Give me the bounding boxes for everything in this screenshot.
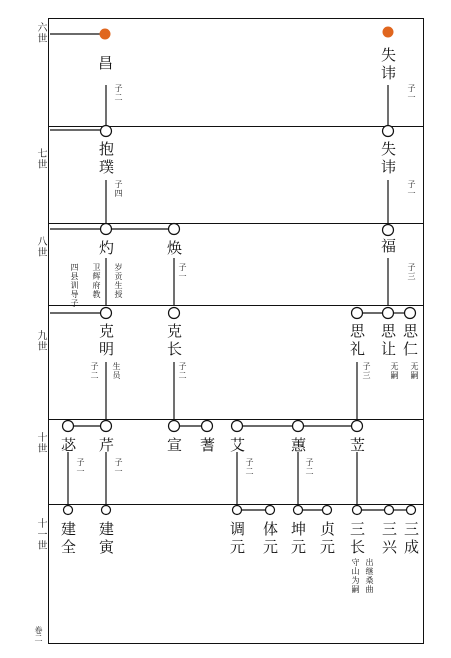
gen-label-9: 九世 <box>35 330 46 352</box>
note-shiwei-7: 子一 <box>407 180 416 198</box>
note-chang: 子二 <box>114 84 123 102</box>
note-zhuo-3: 岁贡生授 <box>114 263 123 299</box>
note-shiwei-6: 子一 <box>407 84 416 102</box>
note-sanchang-1: 守山为嗣 <box>351 558 360 594</box>
person-jianyin: 建寅 <box>97 521 115 557</box>
note-fu: 子三 <box>407 263 416 281</box>
person-bi: 苾 <box>59 437 77 455</box>
note-ai: 子二 <box>245 458 254 476</box>
note-baopu: 子四 <box>114 180 123 198</box>
person-sancheng: 三成 <box>402 521 420 557</box>
person-sanchang: 三长 <box>348 521 366 557</box>
note-zhuo-1: 四县训导子 <box>70 263 79 308</box>
person-tiyuan: 体元 <box>261 521 279 557</box>
person-chang: 昌 <box>96 55 114 73</box>
person-huan: 焕 <box>165 240 183 258</box>
note-bi: 子一 <box>76 458 85 476</box>
note-hui: 子二 <box>305 458 314 476</box>
person-xuan: 宣 <box>165 437 183 455</box>
person-kechang: 克长 <box>165 323 183 359</box>
person-tiaoyuan: 调元 <box>228 521 246 557</box>
note-sili: 子三 <box>362 362 371 380</box>
person-sili: 思礼 <box>348 323 366 359</box>
gen-label-11: 十一世 <box>35 518 46 551</box>
person-qin: 芹 <box>97 437 115 455</box>
person-sirang: 思让 <box>379 323 397 359</box>
gen-label-10: 十世 <box>35 432 46 454</box>
person-kunyuan: 坤元 <box>289 521 307 557</box>
person-jianquan: 建全 <box>59 521 77 557</box>
person-siren: 思仁 <box>401 323 419 359</box>
gen-label-6: 六世 <box>35 22 46 44</box>
note-zhuo-2: 卫辉府教 <box>92 263 101 299</box>
gen-label-7: 七世 <box>35 148 46 170</box>
volume-label: 卷二 <box>34 626 43 642</box>
person-ai: 艾 <box>228 437 246 455</box>
person-li: 苙 <box>348 437 366 455</box>
person-zhuo: 灼 <box>97 240 115 258</box>
note-keming: 子二 <box>90 362 99 380</box>
person-shi: 蓍 <box>198 437 216 455</box>
person-hui: 蕙 <box>289 437 307 455</box>
note-huan: 子一 <box>178 263 187 281</box>
person-baopu: 抱璞 <box>97 141 115 177</box>
note-keming-2: 生员 <box>112 362 121 380</box>
person-sanxing: 三兴 <box>380 521 398 557</box>
person-fu: 福 <box>379 238 397 256</box>
note-sanchang-2: 出继桑曲 <box>365 558 374 594</box>
person-shiwei-7: 失讳 <box>379 141 397 177</box>
note-qin: 子一 <box>114 458 123 476</box>
person-shiwei-6: 失讳 <box>379 47 397 83</box>
note-kechang: 子二 <box>178 362 187 380</box>
gen-label-8: 八世 <box>35 236 46 258</box>
person-keming: 克明 <box>97 323 115 359</box>
note-sirang: 无嗣 <box>390 362 399 380</box>
person-zhenyuan: 贞元 <box>318 521 336 557</box>
note-siren: 无嗣 <box>410 362 419 380</box>
